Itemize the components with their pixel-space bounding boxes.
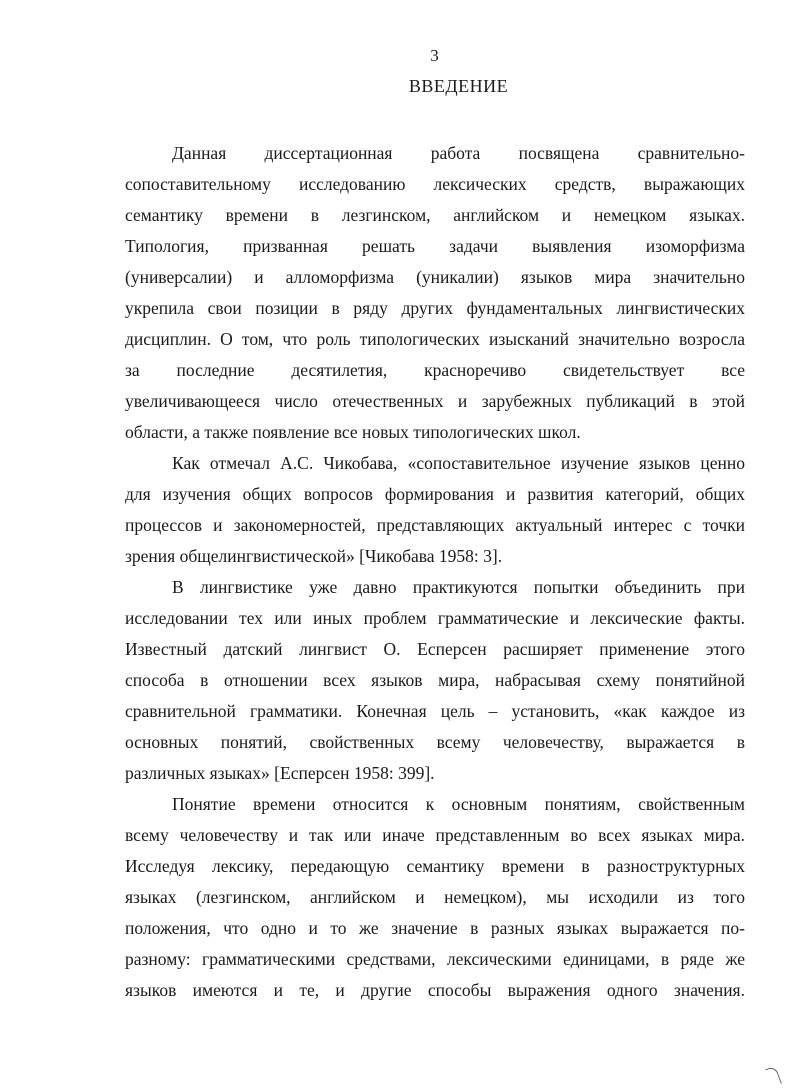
- text-line: для изучения общих вопросов формирования и развития категорий, общих: [125, 484, 745, 504]
- text-line: семантику времени в лезгинском, английском и немецком языках.: [125, 205, 745, 225]
- paragraph-1: [125, 138, 745, 448]
- text-line: В лингвистике уже давно практикуются попытки объединить при: [172, 577, 745, 597]
- paragraph-2: [125, 448, 745, 572]
- text-line: Известный датский лингвист О. Есперсен расширяет применение этого: [125, 639, 745, 659]
- text-line: разному: грамматическими средствами, лексическими единицами, в ряде же: [125, 949, 745, 969]
- document-body: [125, 138, 745, 1006]
- text-line: положения, что одно и то же значение в разных языках выражается по-: [125, 918, 745, 938]
- text-line: зрения общелингвистической» [Чикобава 1958: 3].: [125, 546, 503, 566]
- text-line: основных понятий, свойственных всему человечеству, выражается в: [125, 732, 745, 752]
- text-line: Как отмечал А.С. Чикобава, «сопоставительное изучение языков ценно: [172, 453, 745, 473]
- text-line: увеличивающееся число отечественных и зарубежных публикаций в этой: [125, 391, 745, 411]
- paragraph-4: [125, 789, 745, 1006]
- page-title: ВВЕДЕНИЕ: [408, 76, 509, 96]
- text-line: способа в отношении всех языков мира, набрасывая схему понятийной: [125, 670, 745, 690]
- text-line: всему человечеству и так или иначе представленным во всех языках мира.: [125, 825, 745, 845]
- text-line: области, а также появление все новых типологических школ.: [125, 422, 581, 442]
- text-line: сравнительной грамматики. Конечная цель – установить, «как каждое из: [125, 701, 745, 721]
- text-line: сопоставительному исследованию лексических средств, выражающих: [125, 174, 745, 194]
- text-line: дисциплин. О том, что роль типологических изысканий значительно возросла: [125, 329, 745, 349]
- text-line: Типология, призванная решать задачи выявления изоморфизма: [125, 236, 745, 256]
- text-line: Понятие времени относится к основным понятиям, свойственным: [172, 794, 745, 814]
- page-number: 3: [430, 46, 439, 65]
- text-line: процессов и закономерностей, представляющих актуальный интерес с точки: [125, 515, 745, 535]
- text-line: укрепила свои позиции в ряду других фундаментальных лингвистических: [125, 298, 745, 318]
- scan-artifact-mark: [765, 1066, 782, 1088]
- text-line: исследовании тех или иных проблем грамматические и лексические факты.: [125, 608, 745, 628]
- text-line: за последние десятилетия, красноречиво свидетельствует все: [125, 360, 745, 380]
- text-line: языков имеются и те, и другие способы выражения одного значения.: [125, 980, 745, 1000]
- text-line: различных языках» [Есперсен 1958: 399].: [125, 763, 435, 783]
- text-line: Данная диссертационная работа посвящена сравнительно-: [172, 143, 745, 163]
- text-line: языках (лезгинском, английском и немецком), мы исходили из того: [125, 887, 745, 907]
- text-line: (универсалии) и алломорфизма (уникалии) языков мира значительно: [125, 267, 745, 287]
- text-line: Исследуя лексику, передающую семантику времени в разноструктурных: [125, 856, 745, 876]
- paragraph-3: [125, 572, 745, 789]
